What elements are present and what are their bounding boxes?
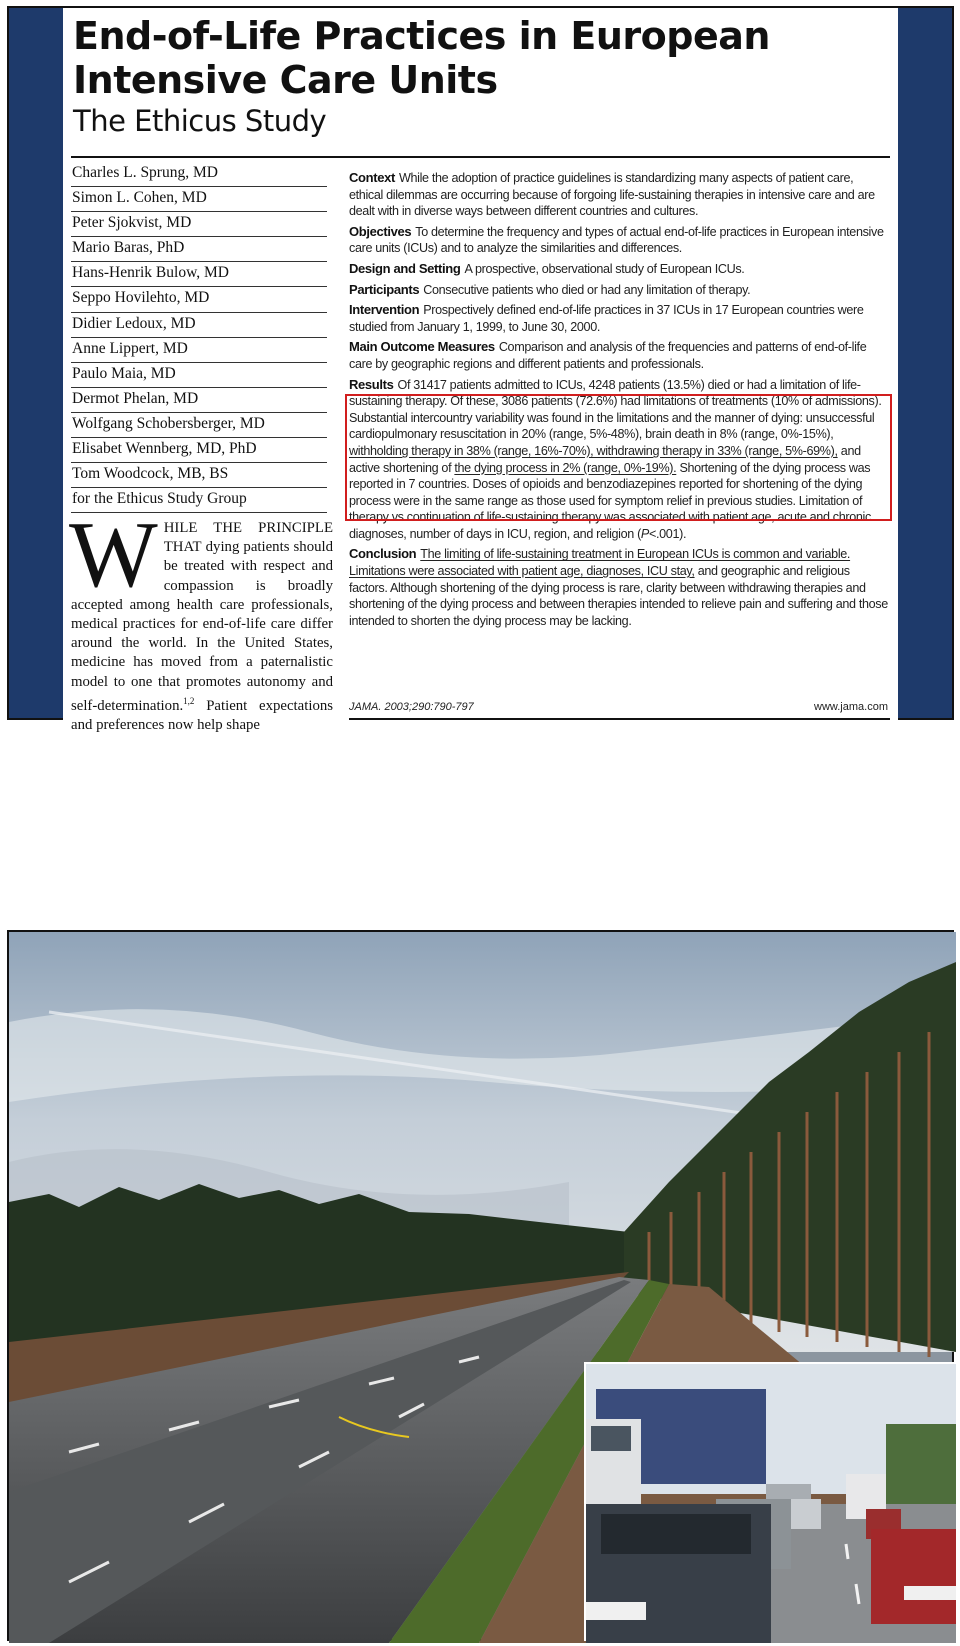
intro-lead-caps: HILE THE PRINCIPLE THAT [163, 520, 333, 556]
abstract-context [349, 170, 889, 220]
footer-divider [349, 718, 890, 720]
author-item: Peter Sjokvist, MD [71, 212, 327, 237]
author-item: Dermot Phelan, MD [71, 388, 327, 413]
intro-tail: Patient expectations and preferences now help shape [71, 697, 333, 733]
traffic-jam-inset-photo [584, 1362, 954, 1641]
intervention-text: Prospectively defined end-of-life practices in 37 ICUs in 17 European countries were studied from January 1, 1999, to June 30, 2000. [349, 303, 864, 334]
abstract-conclusion [349, 546, 889, 629]
participants-text: Consecutive patients who died or had any limitation of therapy. [423, 282, 751, 297]
conclusion-text: and geographic and religious factors. Although shortening of the dying process is rare, clarity between withdrawing therapies and shortening of the dying process and between therapies intended to relieve pain and suffering and those intended to shorten the dying process may be lacking. [349, 564, 888, 628]
objectives-heading: Objectives [349, 223, 412, 239]
author-item: Mario Baras, PhD [71, 237, 327, 262]
car-windshield [601, 1514, 751, 1554]
author-item: Hans-Henrik Bulow, MD [71, 262, 327, 287]
abstract-participants [349, 282, 889, 299]
conclusion-underline: The limiting of life-sustaining treatment in European ICUs is common and variable. Limitations were associated with patient age, diagnoses, ICU stay, [349, 547, 851, 579]
abstract-results [349, 377, 889, 543]
results-text-a: Of 31417 patients admitted to ICUs, 4248 patients (13.5%) died or had a limitation of life-sustaining therapy. Of these, 3086 patients (72.6%) had limitations of treatments (10% of admissions). Substantial intercountry variability was found in the limitations and the manner of dying: unsuccessful cardiopulmonary resuscitation in 20% (range, 5%-48%), brain death in 8% (range, 0%-15%), [349, 377, 882, 442]
context-text: While the adoption of practice guidelines is standardizing many aspects of patient care, ethical dilemmas are occurring because of forgoing life-sustaining therapies in intensive care and are dealt with in diverse ways between different countries and cultures. [349, 171, 875, 219]
license-plate [904, 1586, 956, 1600]
design-text: A prospective, observational study of European ICUs. [464, 261, 745, 276]
title-divider [71, 156, 890, 158]
author-item: Wolfgang Schobersberger, MD [71, 413, 327, 438]
traffic-scene [586, 1364, 956, 1643]
abstract-objectives [349, 224, 889, 257]
car [791, 1499, 821, 1529]
journal-citation: JAMA. 2003;290:790-797 [349, 701, 474, 713]
participants-heading: Participants [349, 281, 420, 297]
article-title-line-2: Intensive Care Units [73, 58, 498, 102]
intro-body: dying patients should be treated with respect and compassion is broadly accepted among health care professionals, medical practices for end-of-life care differ around the world. In the United States, medicine has moved from a paternalistic model to one that promotes autonomy and self-determination. [71, 539, 334, 714]
context-heading: Context [349, 170, 395, 185]
journal-website[interactable]: www.jama.com [814, 701, 888, 713]
results-underline-1: withholding therapy in 38% (range, 16%-70%), withdrawing therapy in 33% (range, 5%-69%), [349, 443, 838, 458]
article-title [73, 14, 770, 102]
article-subtitle: The Ethicus Study [73, 104, 327, 138]
measures-text: Comparison and analysis of the frequencies and patterns of end-of-life care by geographic regions and different patients and professionals. [349, 340, 867, 371]
results-text-b: and active shortening of [349, 443, 861, 475]
drop-cap: W [69, 503, 158, 607]
author-item: Charles L. Sprung, MD [71, 162, 327, 187]
intervention-heading: Intervention [349, 302, 420, 318]
results-text-c: Shortening of the dying process was reported in 7 countries. Doses of opioids and benzodiazepines reported for shortening of the dying process were in the same range as those used for symptom relief in previous studies. Limitation of therapy vs continuation of life-sustaining therapy was associated with patient age, acute and chronic diagnoses, number of days in ICU, region, and religion ( [349, 460, 871, 541]
journal-page-frame [7, 6, 954, 733]
author-item: for the Ethicus Study Group [71, 488, 327, 513]
author-item: Didier Ledoux, MD [71, 313, 327, 338]
journal-page [63, 8, 898, 733]
tree [886, 1424, 956, 1504]
results-heading: Results [349, 376, 394, 392]
author-item: Simon L. Cohen, MD [71, 187, 327, 212]
abstract-design [349, 261, 889, 278]
abstract-measures [349, 339, 889, 372]
abstract [349, 170, 889, 633]
measures-heading: Main Outcome Measures [349, 339, 495, 355]
license-plate [586, 1602, 646, 1620]
intro-reference[interactable]: 1,2 [183, 695, 195, 706]
car-red [871, 1529, 956, 1624]
author-item: Paulo Maia, MD [71, 363, 327, 388]
results-text-d: <.001). [648, 526, 687, 541]
design-heading: Design and Setting [349, 260, 461, 276]
results-underline-2: the dying process in 2% (range, 0%-19%). [454, 460, 677, 475]
objectives-text: To determine the frequency and types of actual end-of-life practices in European intensive care units (ICUs) and to analyze the similarities and differences. [349, 224, 884, 256]
abstract-intervention [349, 302, 889, 335]
author-item: Tom Woodcock, MB, BS [71, 463, 327, 488]
author-item: Elisabet Wennberg, MD, PhD [71, 438, 327, 463]
article-title-line-1: End-of-Life Practices in European [73, 14, 770, 58]
highway-photo [7, 930, 954, 1641]
author-item: Seppo Hovilehto, MD [71, 287, 327, 312]
author-item: Anne Lippert, MD [71, 338, 327, 363]
author-list [71, 162, 327, 513]
conclusion-heading: Conclusion [349, 546, 417, 562]
truck-windshield [591, 1426, 631, 1451]
intro-text [69, 503, 334, 735]
results-p-value: P [640, 526, 649, 541]
